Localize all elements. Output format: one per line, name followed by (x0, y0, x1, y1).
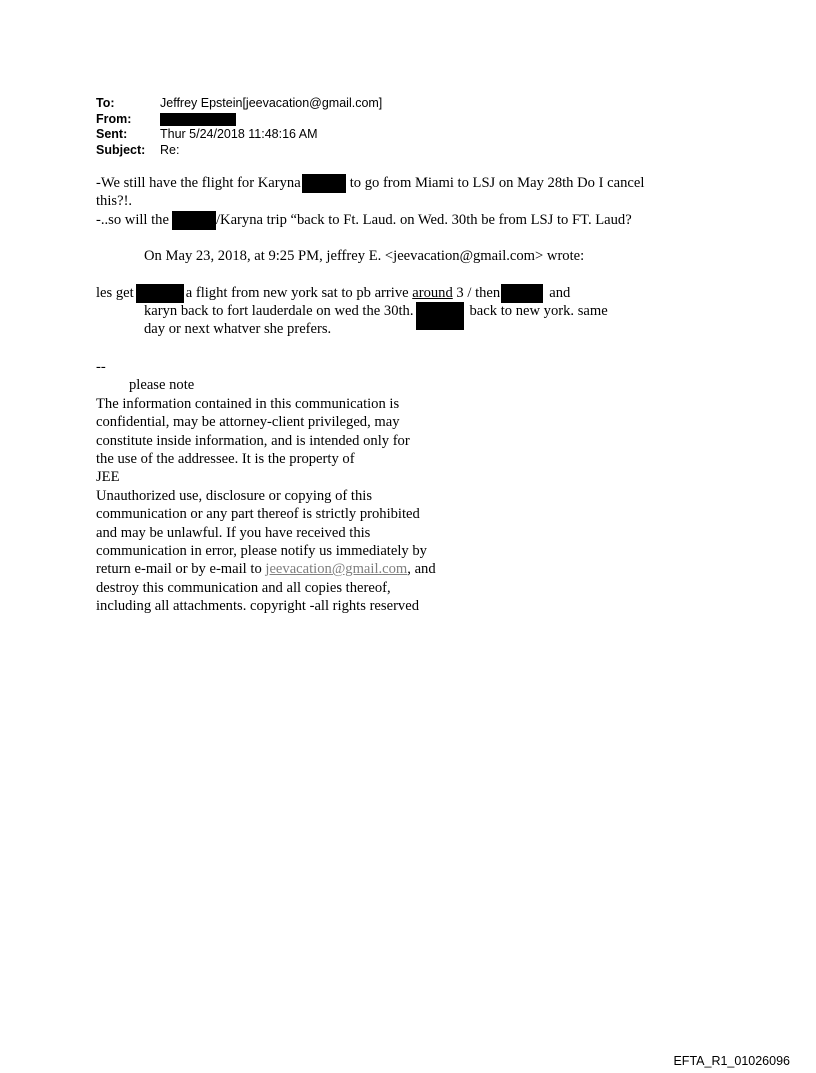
message-text: -We still have the flight for Karyna (96, 175, 301, 191)
from-redaction (160, 113, 236, 126)
disclaimer (96, 358, 436, 615)
sent-row (96, 127, 382, 143)
disclaimer-line: destroy this communication and all copies thereof, (96, 579, 391, 596)
disclaimer-line: communication or any part thereof is strictly prohibited (96, 506, 420, 523)
sent-label: Sent: (96, 127, 128, 141)
redaction-block (172, 211, 216, 230)
message-line-2: this?!. (96, 193, 133, 210)
please-note: please note (129, 377, 195, 394)
message-body (96, 174, 736, 339)
disclaimer-line (96, 560, 436, 578)
redaction-block (416, 302, 464, 330)
disclaimer-text: return e-mail or by e-mail to (96, 561, 266, 578)
disclaimer-line: JEE (96, 469, 120, 486)
to-row (96, 96, 382, 112)
document-id: EFTA_R1_01026096 (673, 1054, 790, 1068)
quote-text: karyn back to fort lauderdale on wed the 30th. (144, 302, 414, 319)
quote-attribution: On May 23, 2018, at 9:25 PM, jeffrey E. <jeevacation@gmail.com> wrote: (144, 248, 585, 265)
disclaimer-line: constitute inside information, and is intended only for (96, 432, 410, 449)
disclaimer-line: including all attachments. copyright -all rights reserved (96, 598, 419, 615)
subject-row (96, 143, 382, 159)
disclaimer-line: and may be unlawful. If you have received this (96, 524, 371, 541)
quote-text: around (412, 284, 453, 301)
quote-text: a flight from new york sat to pb arrive (185, 284, 413, 301)
subject-label: Subject: (96, 142, 146, 157)
message-line-1 (96, 174, 736, 192)
to-label: To: (96, 96, 115, 110)
subject-value: Re: (160, 142, 180, 157)
from-label: From: (96, 111, 132, 126)
redaction-block (136, 284, 184, 303)
quote-text: and (549, 284, 571, 301)
quote-line-1 (96, 284, 736, 302)
message-text: to go from Miami to LSJ on May 28th Do I cancel (349, 175, 645, 191)
redaction-block (501, 284, 543, 303)
quote-line-3: day or next whatver she prefers. (144, 321, 332, 338)
disclaimer-text: , and (407, 561, 436, 578)
message-text: /Karyna trip “back to Ft. Laud. on Wed. 30th be from LSJ to FT. Laud? (215, 211, 632, 228)
redaction-block (302, 174, 346, 193)
to-value: Jeffrey Epstein[jeevacation@gmail.com] (160, 96, 383, 110)
email-header (96, 96, 382, 158)
email-link[interactable]: jeevacation@gmail.com (265, 561, 408, 578)
quote-line-2 (96, 302, 736, 320)
disclaimer-line: confidential, may be attorney-client privileged, may (96, 414, 400, 431)
quote-text: les get (96, 284, 134, 301)
signature-separator: -- (96, 359, 106, 375)
quote-text: back to new york. same (469, 302, 608, 319)
sent-value: Thur 5/24/2018 11:48:16 AM (160, 127, 318, 141)
disclaimer-line: The information contained in this communication is (96, 395, 400, 412)
message-text: -..so will the (96, 211, 169, 228)
quote-text: 3 / then (452, 284, 501, 301)
message-line-3 (96, 211, 736, 229)
disclaimer-line: communication in error, please notify us immediately by (96, 542, 427, 559)
from-row (96, 112, 382, 128)
disclaimer-line: the use of the addressee. It is the property of (96, 450, 355, 467)
disclaimer-line: Unauthorized use, disclosure or copying of this (96, 487, 373, 504)
